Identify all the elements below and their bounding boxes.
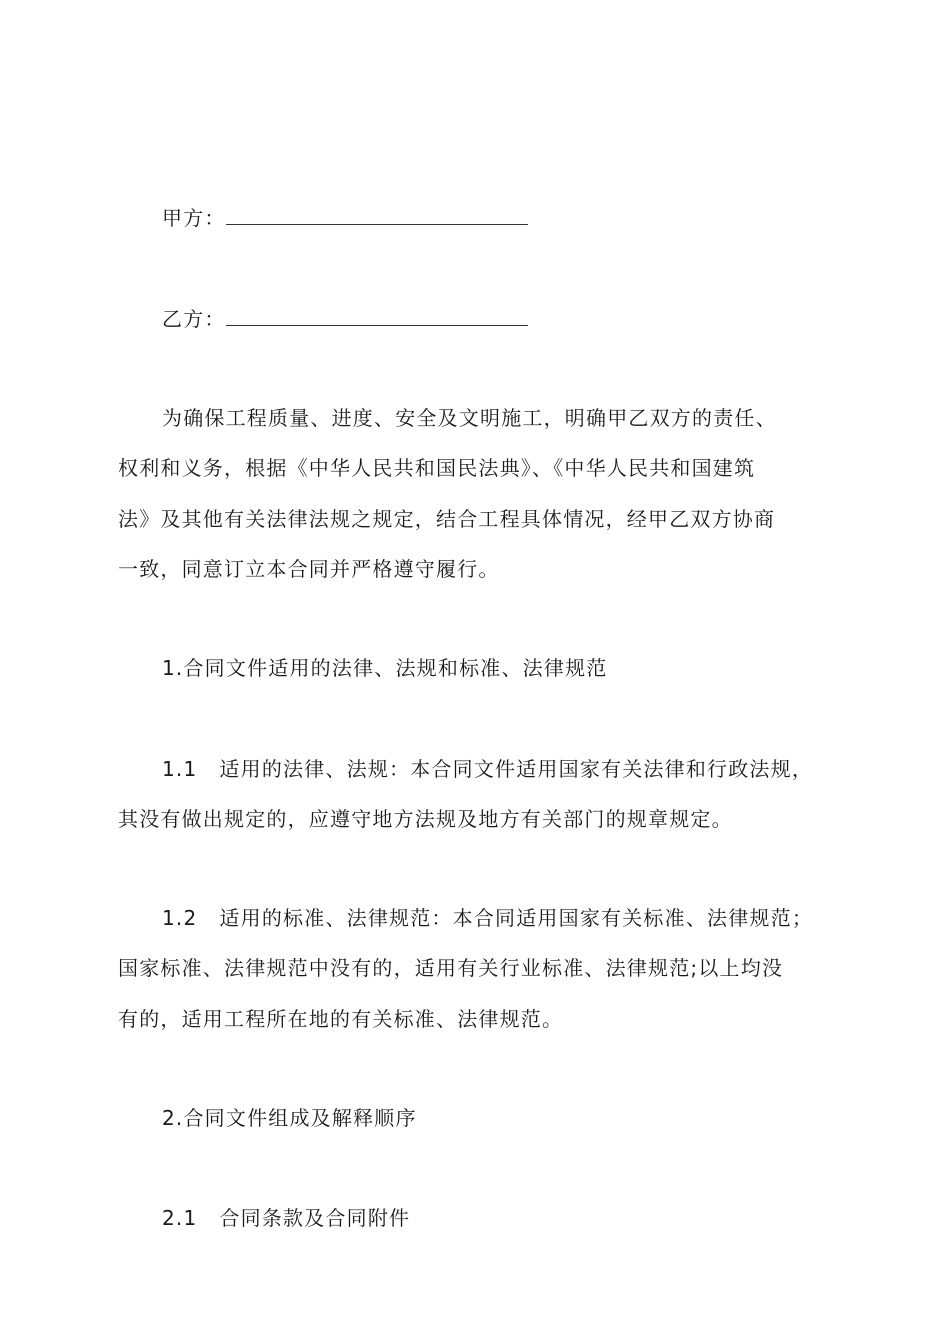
clause-1-1-text: 适用的法律、法规：本合同文件适用国家有关法律和行政法规，: [219, 757, 814, 781]
clause-2-1-line-1: [162, 1193, 410, 1243]
party-a-label: 甲方：: [162, 206, 226, 230]
party-b-label: 乙方：: [162, 307, 226, 331]
section-2-heading: 2.合同文件组成及解释顺序: [162, 1106, 417, 1130]
party-a-blank-field[interactable]: [226, 208, 528, 225]
clause-1-2-text: 适用的标准、法律规范：本合同适用国家有关标准、法律规范；: [219, 906, 814, 930]
clause-2-1-number: 2.1: [162, 1206, 198, 1230]
preamble-line-3: 法》及其他有关法律法规之规定，结合工程具体情况，经甲乙双方协商: [118, 507, 776, 531]
clause-1-2-line-2: 国家标准、法律规范中没有的，适用有关行业标准、法律规范;以上均没: [118, 956, 784, 980]
clause-1-1-line-2: 其没有做出规定的，应遵守地方法规及地方有关部门的规章规定。: [118, 807, 733, 831]
clause-1-1-line-1: [162, 744, 813, 794]
preamble-line-2: 权利和义务，根据《中华人民共和国民法典》、《中华人民共和国建筑: [118, 456, 756, 480]
clause-1-2-number: 1.2: [162, 906, 198, 930]
clause-2-1-text: 合同条款及合同附件: [219, 1206, 411, 1230]
preamble-line-4: 一致，同意订立本合同并严格遵守履行。: [118, 557, 500, 581]
party-b-blank-field[interactable]: [226, 309, 528, 326]
clause-1-1-number: 1.1: [162, 757, 198, 781]
party-b-row: [162, 294, 528, 344]
preamble-line-1: 为确保工程质量、进度、安全及文明施工，明确甲乙双方的责任、: [162, 406, 777, 430]
clause-1-2-line-3: 有的，适用工程所在地的有关标准、法律规范。: [118, 1007, 564, 1031]
party-a-row: [162, 193, 528, 243]
clause-1-2-line-1: [162, 893, 813, 943]
section-1-heading: 1.合同文件适用的法律、法规和标准、法律规范: [162, 656, 608, 680]
